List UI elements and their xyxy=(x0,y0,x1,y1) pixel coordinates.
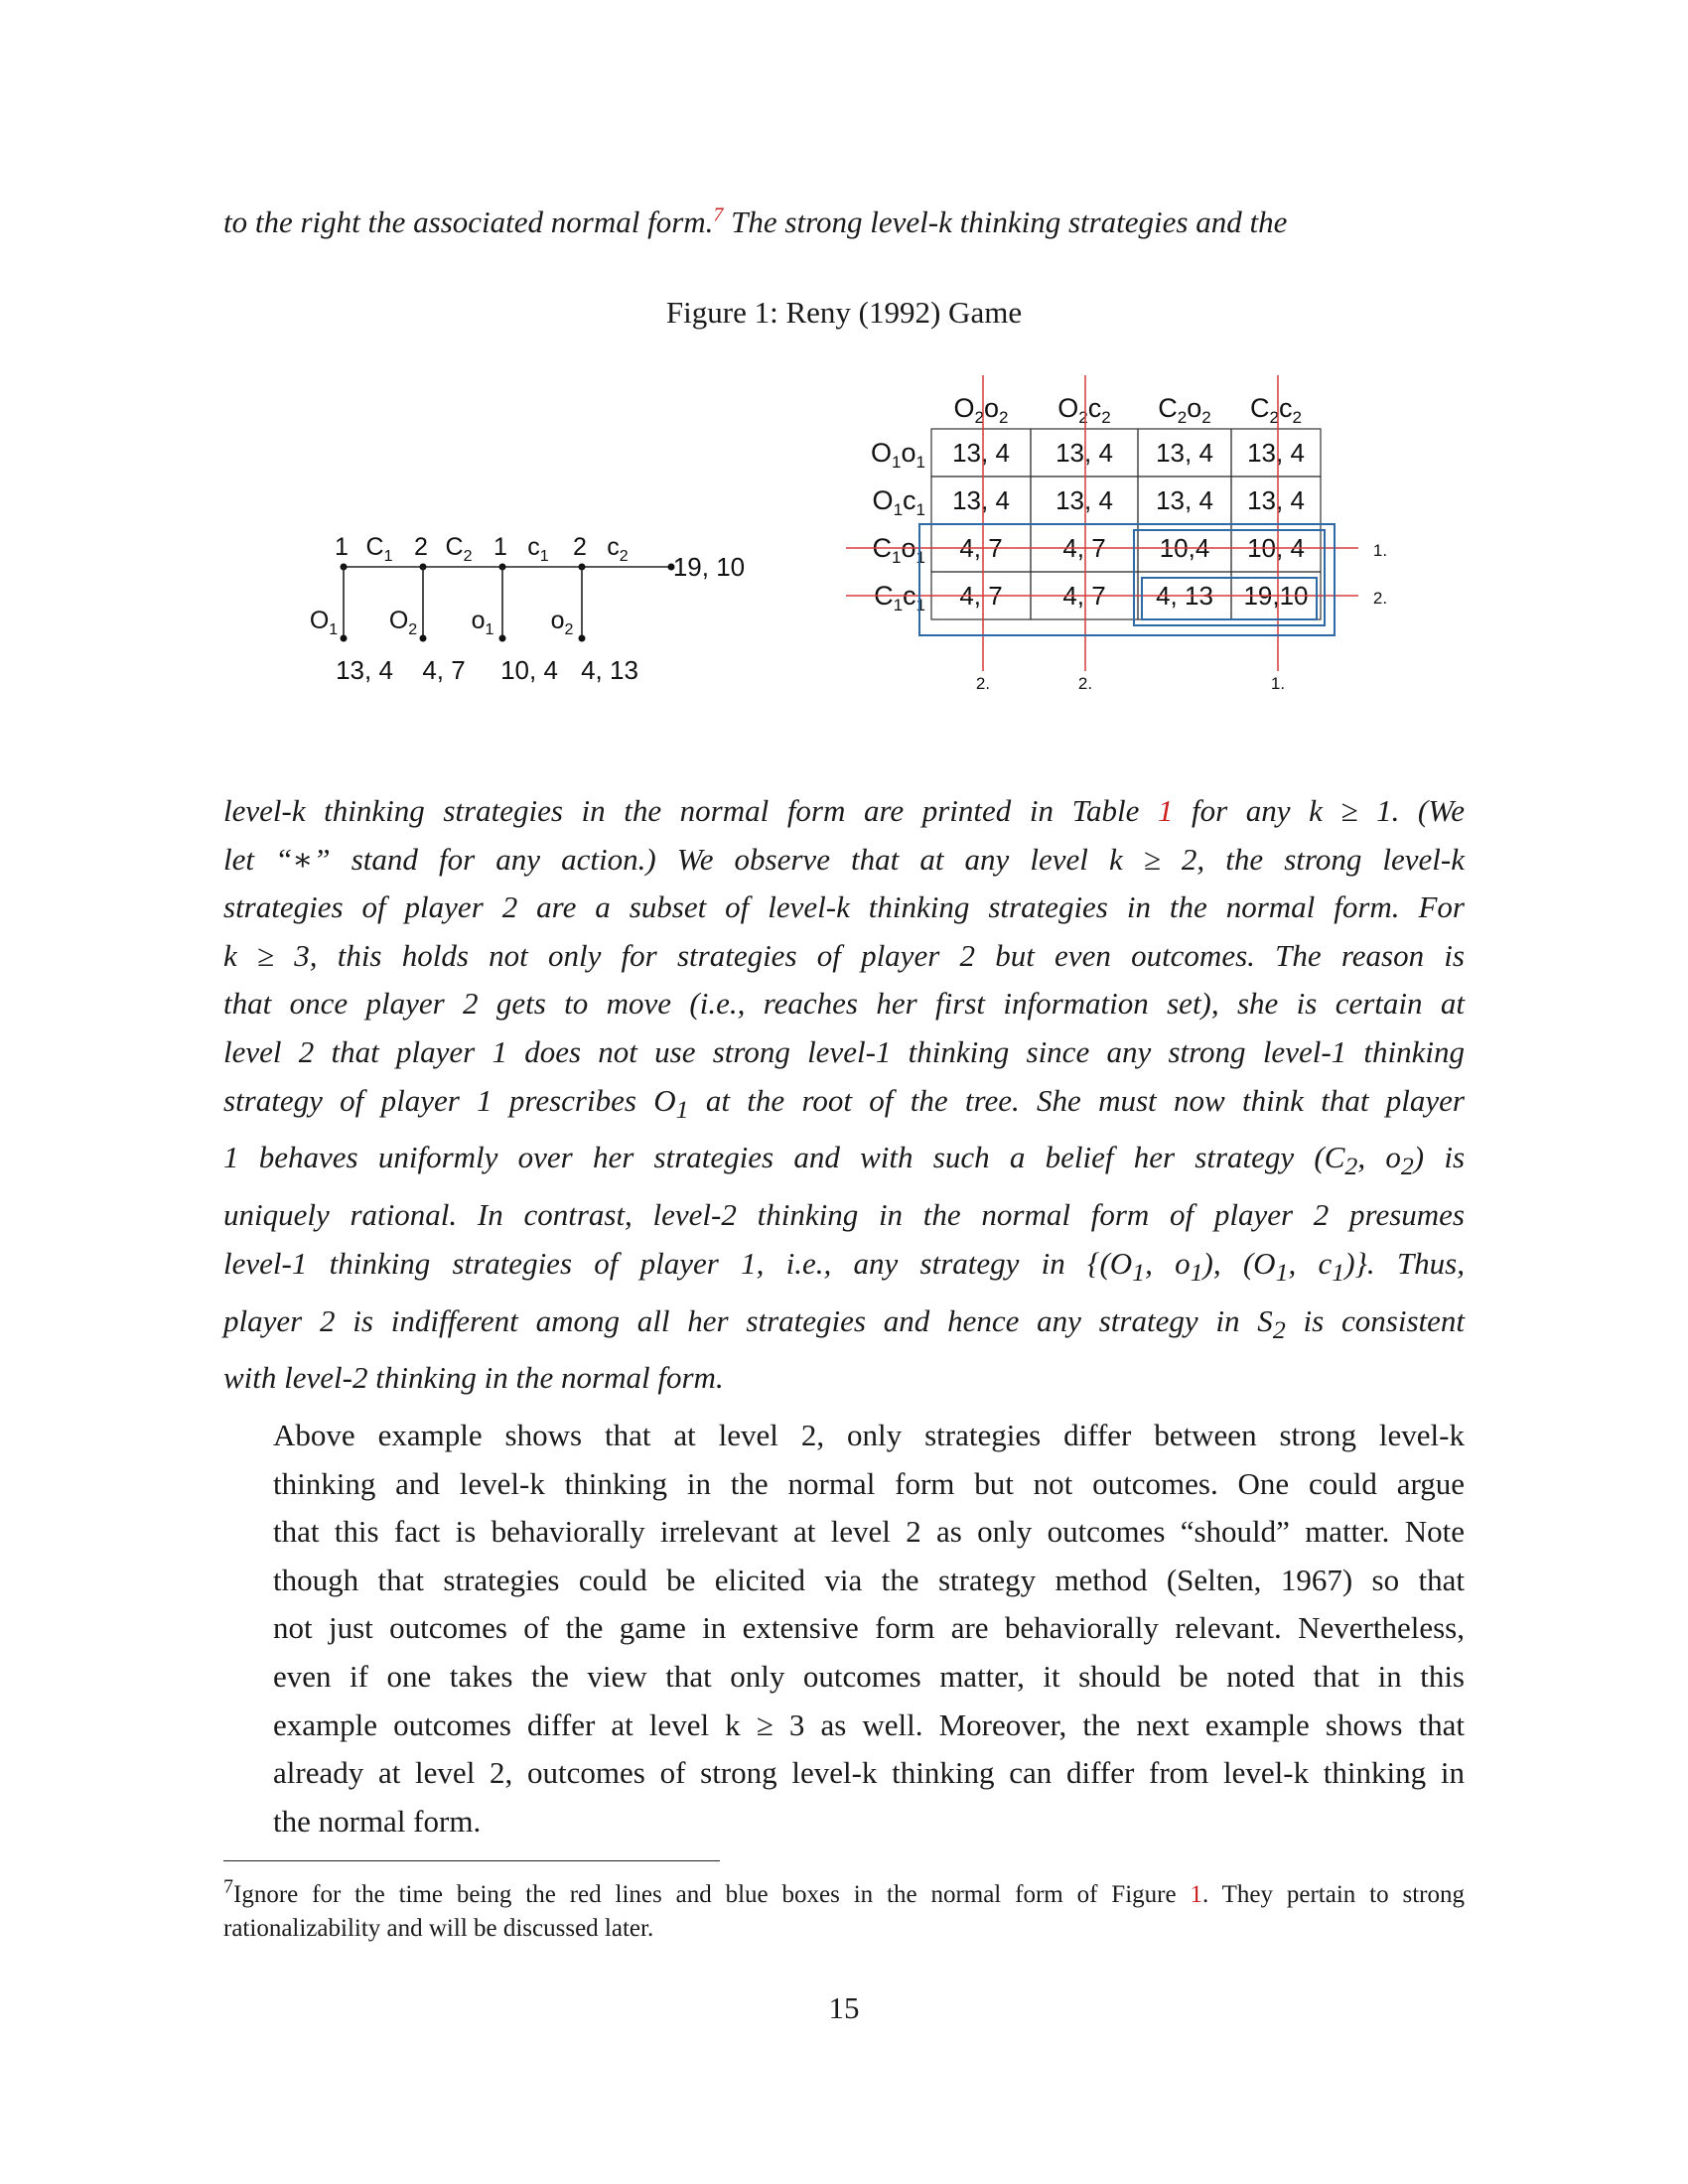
tree-move-label-4: $c_2$ xyxy=(607,533,629,565)
matrix-payoff-r1c2: 13, 4 xyxy=(1055,438,1113,468)
matrix-payoff-r3c1: 4, 7 xyxy=(959,533,1003,563)
matrix-payoff-r1c4: 13, 4 xyxy=(1247,438,1305,468)
top-paragraph: to the right the associated normal form.$^7$ The strong level-k thinking strategies and the xyxy=(223,204,1288,239)
italic-line-9: uniquely rational. In contrast, level-2 thinking in the normal form of player 2 presumes xyxy=(223,1197,1465,1233)
body-line-8: already at level 2, outcomes of strong level-k thinking can differ from level-k thinking in xyxy=(273,1755,1465,1791)
footnote-ref-7[interactable]: 7 xyxy=(713,204,724,226)
matrix-row-header-2: $O_1c_1$ xyxy=(872,485,925,519)
tree-exit-node-2 xyxy=(420,635,427,642)
italic-line-7: strategy of player 1 prescribes $O_1$ at the root of the tree. She must now think that player xyxy=(223,1082,1465,1124)
tree-terminal-payoff: 19, 10 xyxy=(672,552,746,582)
matrix-payoff-r2c3: 13, 4 xyxy=(1156,485,1213,515)
tree-move-label-1: $C_1$ xyxy=(365,533,393,565)
italic-line-3: strategies of player 2 are a subset of level-k thinking strategies in the normal form. For xyxy=(223,889,1465,925)
italic-line-12: with level-2 thinking in the normal form. xyxy=(223,1360,724,1396)
italic-line-10: level-1 thinking strategies of player 1, i.e., any strategy in {($O_1$, $o_1$), ($O_1$, $c_1$)}. Thus, xyxy=(223,1245,1465,1287)
matrix-payoff-r2c1: 13, 4 xyxy=(952,485,1010,515)
tree-exit-label-3: $o_1$ xyxy=(471,607,494,638)
body-paragraph xyxy=(223,1412,1465,1845)
tree-move-label-2: $C_2$ xyxy=(445,533,473,565)
figure-1 xyxy=(0,357,1688,725)
matrix-payoff-r3c3: 10,4 xyxy=(1159,533,1210,563)
tree-player-label-4: 2 xyxy=(573,533,587,561)
matrix-payoff-r4c1: 4, 7 xyxy=(959,581,1003,611)
tree-exit-payoff-3: 10, 4 xyxy=(500,655,558,685)
game-tree xyxy=(310,533,745,685)
body-line-4: though that strategies could be elicited via the strategy method (Selten, 1967) so that xyxy=(273,1562,1465,1597)
figure-ref-link[interactable]: 1 xyxy=(1190,1881,1202,1908)
tree-exit-payoff-1: 13, 4 xyxy=(336,655,393,685)
matrix-col-header-2: $O_2c_2$ xyxy=(1057,393,1111,427)
matrix-row-header-1: $O_1o_1$ xyxy=(871,438,925,472)
page-number: 15 xyxy=(828,1990,860,2025)
italic-line-11: player 2 is indifferent among all her strategies and hence any strategy in $S_2$ is consistent xyxy=(223,1302,1466,1344)
tree-move-label-3: $c_1$ xyxy=(527,533,549,565)
tree-exit-node-1 xyxy=(341,635,348,642)
body-line-3: that this fact is behaviorally irrelevant at level 2 as only outcomes “should” matter. Note xyxy=(273,1514,1465,1550)
tree-player-label-3: 1 xyxy=(493,533,507,561)
italic-line-5: that once player 2 gets to move (i.e., reaches her first information set), she is certain at xyxy=(223,986,1465,1022)
matrix-payoff-r3c2: 4, 7 xyxy=(1062,533,1106,563)
matrix-payoff-r1c3: 13, 4 xyxy=(1156,438,1213,468)
tree-player-label-1: 1 xyxy=(335,533,349,561)
tree-exit-payoff-4: 4, 13 xyxy=(581,655,638,685)
tree-exit-payoff-2: 4, 7 xyxy=(422,655,466,685)
bottom-step-label-2: 2. xyxy=(1077,674,1093,693)
body-line-9: the normal form. xyxy=(273,1803,482,1839)
body-line-6: even if one takes the view that only outcomes matter, it should be noted that in this xyxy=(273,1658,1465,1694)
matrix-payoff-r1c1: 13, 4 xyxy=(952,438,1010,468)
italic-line-6: level 2 that player 1 does not use strong level-1 thinking since any strong level-1 thinking xyxy=(223,1033,1465,1069)
matrix-payoff-r3c4: 10, 4 xyxy=(1247,533,1305,563)
italic-line-8: 1 behaves uniformly over her strategies and with such a belief her strategy ($C_2$, $o_2$) is xyxy=(223,1140,1466,1181)
footnote-rule xyxy=(223,1860,720,1861)
bottom-step-label-3: 1. xyxy=(1270,674,1286,693)
body-line-1: Above example shows that at level 2, only strategies differ between strong level-k xyxy=(273,1418,1465,1452)
matrix-payoff-r2c4: 13, 4 xyxy=(1247,485,1305,515)
tree-exit-label-2: $O_2$ xyxy=(388,607,418,638)
bottom-step-label-1: 2. xyxy=(975,674,991,693)
matrix-payoff-r2c2: 13, 4 xyxy=(1055,485,1113,515)
matrix-payoff-r4c4: 19,10 xyxy=(1243,581,1309,611)
figure-caption: Figure 1: Reny (1992) Game xyxy=(665,295,1023,330)
table-ref-link[interactable]: 1 xyxy=(1157,793,1174,828)
normal-form-matrix xyxy=(846,375,1387,693)
italic-line-1: level-k thinking strategies in the normal form are printed in Table 1 for any k ≥ 1. (We xyxy=(223,793,1465,828)
italic-line-2: let “∗” stand for any action.) We observe that at any level k ≥ 2, the strong level-k xyxy=(223,841,1465,877)
body-line-2: thinking and level-k thinking in the normal form but not outcomes. One could argue xyxy=(273,1465,1465,1501)
matrix-col-header-4: $C_2c_2$ xyxy=(1250,393,1302,427)
matrix-col-header-3: $C_2o_2$ xyxy=(1158,393,1211,427)
tree-exit-node-4 xyxy=(579,635,586,642)
body-line-7: example outcomes differ at level k ≥ 3 as well. Moreover, the next example shows that xyxy=(273,1706,1465,1742)
italic-paragraph xyxy=(223,787,1465,1403)
matrix-payoff-r4c3: 4, 13 xyxy=(1156,581,1213,611)
matrix-col-header-1: $O_2o_2$ xyxy=(953,393,1009,427)
italic-line-4: k ≥ 3, this holds not only for strategies of player 2 but even outcomes. The reason is xyxy=(223,937,1465,973)
matrix-row-header-4: $C_1c_1$ xyxy=(874,581,925,614)
tree-player-label-2: 2 xyxy=(414,533,428,561)
matrix-payoff-r4c2: 4, 7 xyxy=(1062,581,1106,611)
tree-exit-label-1: $O_1$ xyxy=(309,607,339,638)
right-step-label-2: 2. xyxy=(1372,589,1388,608)
matrix-row-header-3: $C_1o_1$ xyxy=(872,533,925,567)
right-step-label-1: 1. xyxy=(1372,541,1388,560)
tree-exit-label-4: $o_2$ xyxy=(550,607,574,638)
tree-exit-node-3 xyxy=(499,635,506,642)
footnote-7: $^7$Ignore for the time being the red lines and blue boxes in the normal form of Figure 1. They pertain to strong rationalizability and will be discussed later. xyxy=(223,1875,1465,1942)
body-line-5: not just outcomes of the game in extensive form are behaviorally relevant. Nevertheless, xyxy=(273,1610,1465,1646)
